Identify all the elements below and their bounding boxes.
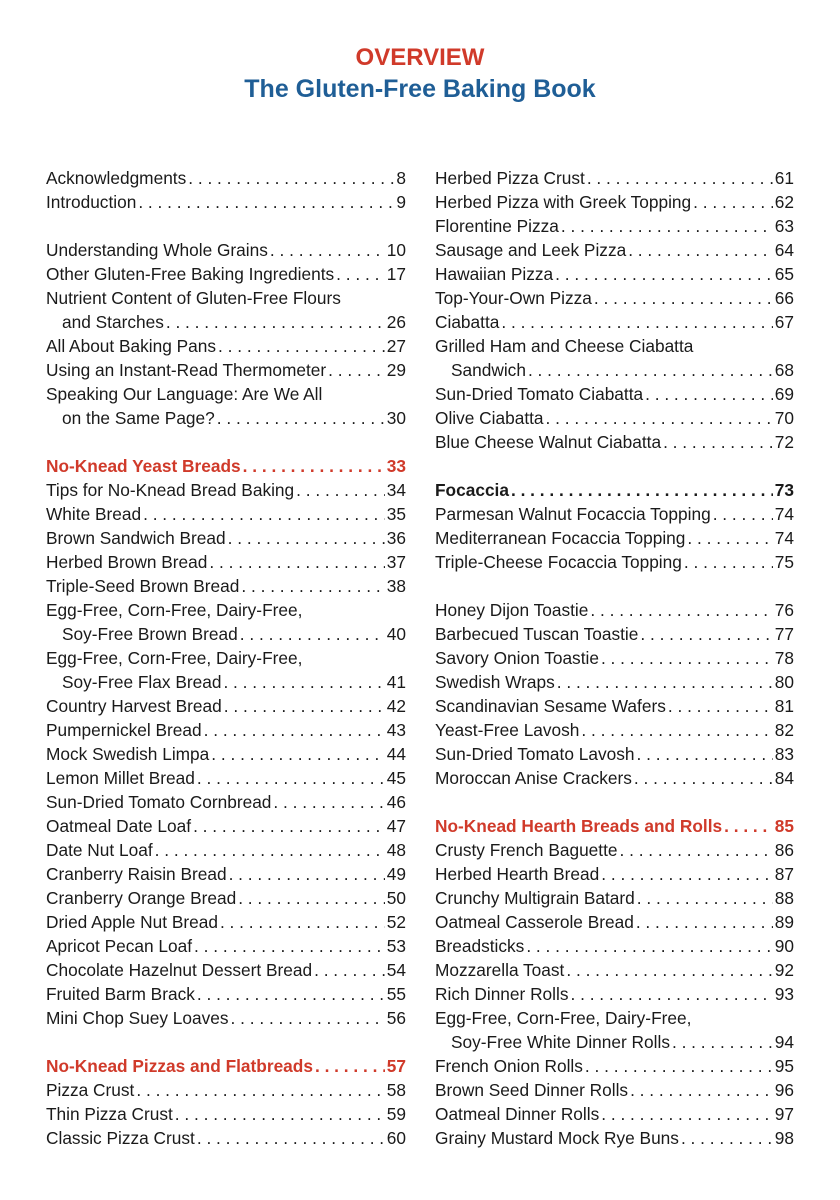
toc-entry-title: Pizza Crust [46, 1080, 135, 1100]
toc-page-number: 89 [774, 912, 794, 932]
dot-leader [197, 766, 385, 790]
toc-entry [435, 742, 794, 766]
toc-entry-title: Understanding Whole Grains [46, 240, 268, 260]
toc-entry-title: Barbecued Tuscan Toastie [435, 624, 639, 644]
toc-page-number: 52 [386, 912, 406, 932]
toc-page-number: 67 [774, 312, 794, 332]
dot-leader [238, 886, 385, 910]
toc-entry [435, 982, 794, 1006]
toc-page-number: 64 [774, 240, 794, 260]
toc-page-number: 80 [774, 672, 794, 692]
toc-page-number: 54 [386, 960, 406, 980]
toc-entry [46, 694, 406, 718]
toc-entry-title: Brown Sandwich Bread [46, 528, 226, 548]
toc-entry [46, 670, 406, 694]
toc-page-number: 46 [386, 792, 406, 812]
dot-leader [315, 1054, 385, 1078]
toc-page-number: 40 [386, 624, 406, 644]
toc-page-number: 44 [386, 744, 406, 764]
toc-page-number: 62 [774, 192, 794, 212]
toc-entry-title: Classic Pizza Crust [46, 1128, 195, 1148]
toc-page-number: 84 [774, 768, 794, 788]
dot-leader [566, 958, 772, 982]
toc-page-number: 33 [386, 456, 406, 476]
toc-entry [46, 478, 406, 502]
toc-entry [46, 262, 406, 286]
dot-leader [243, 454, 385, 478]
toc-entry-title: Crusty French Baguette [435, 840, 618, 860]
dot-leader [587, 166, 773, 190]
toc-page-number: 48 [386, 840, 406, 860]
toc-entry-title: Breadsticks [435, 936, 525, 956]
dot-leader [585, 1054, 773, 1078]
toc-entry-title: Oatmeal Casserole Bread [435, 912, 634, 932]
toc-entry [46, 718, 406, 742]
toc-page-number: 92 [774, 960, 794, 980]
page-title: OVERVIEW [355, 44, 485, 71]
dot-leader [240, 622, 385, 646]
toc-entry-title: No-Knead Pizzas and Flatbreads [46, 1056, 313, 1076]
dot-leader [571, 982, 773, 1006]
toc-entry [46, 1006, 406, 1030]
toc-entry [435, 766, 794, 790]
toc-entry-title: Cranberry Orange Bread [46, 888, 237, 908]
toc-entry-title: Soy-Free Flax Bread [62, 672, 222, 692]
toc-entry-title: Tips for No-Knead Bread Baking [46, 480, 295, 500]
toc-entry [435, 718, 794, 742]
toc-entry-title: Dried Apple Nut Bread [46, 912, 218, 932]
book-title: The Gluten-Free Baking Book [244, 75, 596, 103]
toc-entry-title: Herbed Brown Bread [46, 552, 208, 572]
toc-entry [46, 982, 406, 1006]
toc-entry-title: Brown Seed Dinner Rolls [435, 1080, 629, 1100]
toc-page-number: 36 [386, 528, 406, 548]
toc-page-number: 95 [774, 1056, 794, 1076]
dot-leader [590, 598, 772, 622]
toc-entry-title: French Onion Rolls [435, 1056, 583, 1076]
toc-right-column [435, 166, 794, 1150]
dot-leader [581, 718, 772, 742]
toc-section-heading [46, 1054, 406, 1078]
dot-leader [188, 166, 394, 190]
toc-entry-title: Chocolate Hazelnut Dessert Bread [46, 960, 313, 980]
toc-entry [435, 934, 794, 958]
dot-leader [220, 910, 385, 934]
toc-entry [435, 670, 794, 694]
toc-entry [435, 358, 794, 382]
toc-entry-title: Triple-Cheese Focaccia Topping [435, 552, 682, 572]
dot-leader [296, 478, 385, 502]
dot-leader [194, 934, 385, 958]
toc-entry-title: Apricot Pecan Loaf [46, 936, 193, 956]
toc-page-number: 69 [774, 384, 794, 404]
dot-leader [601, 862, 773, 886]
toc-entry [46, 238, 406, 262]
toc-entry-title: Pumpernickel Bread [46, 720, 202, 740]
toc-page-number: 85 [774, 816, 794, 836]
toc-entry-title: Sun-Dried Tomato Ciabatta [435, 384, 644, 404]
toc-entry [46, 934, 406, 958]
dot-leader [672, 1030, 773, 1054]
dot-leader [336, 262, 385, 286]
toc-entry-title: Honey Dijon Toastie [435, 600, 589, 620]
toc-entry [435, 958, 794, 982]
toc-page-number: 55 [386, 984, 406, 1004]
toc-page-number: 76 [774, 600, 794, 620]
toc-page-number: 88 [774, 888, 794, 908]
toc-page-number: 17 [386, 264, 406, 284]
toc-entry-title: Mozzarella Toast [435, 960, 565, 980]
toc-page-number: 47 [386, 816, 406, 836]
toc-page-number: 59 [386, 1104, 406, 1124]
toc-entry-title: Sun-Dried Tomato Lavosh [435, 744, 635, 764]
dot-leader [270, 238, 385, 262]
dot-leader [224, 694, 385, 718]
dot-leader [557, 670, 773, 694]
toc-entry-title: Date Nut Loaf [46, 840, 153, 860]
toc-entry [435, 550, 794, 574]
dot-leader [724, 814, 773, 838]
toc-entry [46, 622, 406, 646]
dot-leader [528, 358, 773, 382]
dot-leader [166, 310, 385, 334]
toc-page-number: 90 [774, 936, 794, 956]
toc-entry [435, 646, 794, 670]
toc-page-number: 66 [774, 288, 794, 308]
dot-leader [640, 622, 772, 646]
toc-entry [435, 838, 794, 862]
toc-entry [46, 814, 406, 838]
toc-entry [435, 1054, 794, 1078]
dot-leader [328, 358, 385, 382]
toc-page-number: 63 [774, 216, 794, 236]
toc-entry-title: Soy-Free Brown Bread [62, 624, 238, 644]
toc-page-number: 50 [386, 888, 406, 908]
toc-entry [46, 382, 406, 406]
toc-entry-title: Yeast-Free Lavosh [435, 720, 580, 740]
toc-entry-title: Mock Swedish Limpa [46, 744, 210, 764]
toc-page-number: 34 [386, 480, 406, 500]
dot-leader [713, 502, 773, 526]
toc-page-number: 75 [774, 552, 794, 572]
dot-leader [209, 550, 384, 574]
toc-page-number: 60 [386, 1128, 406, 1148]
toc-entry-title: Mediterranean Focaccia Topping [435, 528, 686, 548]
toc-entry-title: Mini Chop Suey Loaves [46, 1008, 229, 1028]
toc-entry-title: Savory Onion Toastie [435, 648, 599, 668]
toc-page-number: 42 [386, 696, 406, 716]
toc-entry-title: Olive Ciabatta [435, 408, 544, 428]
toc-entry-title: Swedish Wraps [435, 672, 555, 692]
toc-entry-title: Using an Instant-Read Thermometer [46, 360, 327, 380]
dot-leader [155, 838, 385, 862]
dot-leader [601, 1102, 773, 1126]
toc-section-heading [46, 454, 406, 478]
toc-entry [46, 166, 406, 190]
toc-page-number: 82 [774, 720, 794, 740]
toc-page-number: 87 [774, 864, 794, 884]
toc-entry [435, 1078, 794, 1102]
toc-entry [46, 1078, 406, 1102]
toc-page-number: 35 [386, 504, 406, 524]
toc-entry [46, 598, 406, 622]
toc-entry-title: Herbed Pizza with Greek Topping [435, 192, 692, 212]
dot-leader [601, 646, 773, 670]
dot-leader [511, 478, 773, 502]
toc-entry-title: Ciabatta [435, 312, 500, 332]
toc-section-heading [435, 814, 794, 838]
toc-entry-title: Herbed Pizza Crust [435, 168, 585, 188]
dot-leader [197, 1126, 385, 1150]
toc-entry [46, 1126, 406, 1150]
dot-leader [193, 814, 385, 838]
dot-leader [241, 574, 384, 598]
toc-page-number: 9 [396, 192, 406, 212]
dot-leader [636, 742, 772, 766]
toc-entry-title: Country Harvest Bread [46, 696, 222, 716]
toc-entry-title: Egg-Free, Corn-Free, Dairy-Free, [46, 648, 303, 668]
toc-page-number: 49 [386, 864, 406, 884]
toc-page-number: 30 [386, 408, 406, 428]
toc-entry [435, 334, 794, 358]
toc-page-number: 81 [774, 696, 794, 716]
toc-entry [435, 262, 794, 286]
toc-entry [46, 550, 406, 574]
toc-page-number: 65 [774, 264, 794, 284]
toc-entry [435, 622, 794, 646]
toc-entry [435, 430, 794, 454]
toc-page-number: 73 [774, 480, 794, 500]
toc-entry [435, 1006, 794, 1030]
toc-page-number: 83 [774, 744, 794, 764]
dot-leader [229, 862, 385, 886]
dot-leader [684, 550, 773, 574]
dot-leader [594, 286, 773, 310]
toc-entry-title: Rich Dinner Rolls [435, 984, 569, 1004]
dot-leader [663, 430, 773, 454]
toc-entry-title: Scandinavian Sesame Wafers [435, 696, 666, 716]
toc-page-number: 77 [774, 624, 794, 644]
toc-page-number: 43 [386, 720, 406, 740]
toc-entry [46, 646, 406, 670]
toc-entry [46, 886, 406, 910]
toc-entry-title: No-Knead Hearth Breads and Rolls [435, 816, 723, 836]
dot-leader [218, 334, 385, 358]
toc-page-number: 98 [774, 1128, 794, 1148]
dot-leader [217, 406, 385, 430]
toc-page-number: 74 [774, 528, 794, 548]
toc-page-number: 45 [386, 768, 406, 788]
toc-entry [435, 310, 794, 334]
dot-leader [555, 262, 773, 286]
toc-page-number: 56 [386, 1008, 406, 1028]
toc-entry [435, 598, 794, 622]
toc-page-number: 78 [774, 648, 794, 668]
dot-leader [630, 1078, 773, 1102]
toc-entry [46, 502, 406, 526]
toc-entry-title: Cranberry Raisin Bread [46, 864, 227, 884]
toc-page-number: 70 [774, 408, 794, 428]
toc-entry [46, 790, 406, 814]
toc-page-number: 72 [774, 432, 794, 452]
dot-leader [620, 838, 773, 862]
toc-entry-title: All About Baking Pans [46, 336, 217, 356]
toc-page-number: 61 [774, 168, 794, 188]
toc-entry [435, 886, 794, 910]
toc-page-number: 94 [774, 1032, 794, 1052]
toc-entry-title: White Bread [46, 504, 142, 524]
toc-page-number: 68 [774, 360, 794, 380]
dot-leader [273, 790, 384, 814]
toc-entry [46, 406, 406, 430]
toc-page-number: 57 [386, 1056, 406, 1076]
dot-leader [197, 982, 385, 1006]
toc-entry [46, 838, 406, 862]
toc-page-number: 37 [386, 552, 406, 572]
toc-entry-title: Sandwich [451, 360, 526, 380]
toc-entry [435, 406, 794, 430]
toc-entry [435, 1126, 794, 1150]
dot-leader [204, 718, 385, 742]
toc-entry-title: Lemon Millet Bread [46, 768, 195, 788]
dot-leader [526, 934, 772, 958]
dot-leader [175, 1102, 385, 1126]
toc-page-number: 58 [386, 1080, 406, 1100]
toc-entry-title: Parmesan Walnut Focaccia Topping [435, 504, 711, 524]
dot-leader [687, 526, 772, 550]
page-header [0, 44, 840, 104]
toc-entry [435, 286, 794, 310]
toc-page-number: 96 [774, 1080, 794, 1100]
toc-page-number: 10 [386, 240, 406, 260]
dot-leader [223, 670, 384, 694]
toc-entry [46, 358, 406, 382]
dot-leader [138, 190, 394, 214]
toc-page-number: 53 [386, 936, 406, 956]
toc-entry [435, 238, 794, 262]
toc-entry-title: Herbed Hearth Bread [435, 864, 600, 884]
toc-entry-title: Nutrient Content of Gluten-Free Flours [46, 288, 341, 308]
toc-page-number: 74 [774, 504, 794, 524]
dot-leader [693, 190, 773, 214]
toc-entry-title: Egg-Free, Corn-Free, Dairy-Free, [46, 600, 303, 620]
toc-entry-title: Introduction [46, 192, 137, 212]
dot-leader [668, 694, 773, 718]
toc-entry-title: Blue Cheese Walnut Ciabatta [435, 432, 662, 452]
toc-entry [46, 910, 406, 934]
dot-leader [136, 1078, 384, 1102]
toc-entry-title: Moroccan Anise Crackers [435, 768, 632, 788]
toc-page-number: 97 [774, 1104, 794, 1124]
toc-entry-title: Acknowledgments [46, 168, 187, 188]
toc-entry-title: Crunchy Multigrain Batard [435, 888, 635, 908]
dot-leader [637, 886, 773, 910]
toc-entry [435, 214, 794, 238]
dot-leader [628, 238, 773, 262]
toc-entry-title: Grilled Ham and Cheese Ciabatta [435, 336, 694, 356]
toc-entry-title: Thin Pizza Crust [46, 1104, 173, 1124]
dot-leader [645, 382, 773, 406]
toc-page-number: 27 [386, 336, 406, 356]
toc-entry-title: Sun-Dried Tomato Cornbread [46, 792, 272, 812]
toc-entry-title: Speaking Our Language: Are We All [46, 384, 323, 404]
toc-page-number: 26 [386, 312, 406, 332]
dot-leader [636, 910, 773, 934]
toc-entry-title: Top-Your-Own Pizza [435, 288, 592, 308]
toc-entry [46, 766, 406, 790]
toc-entry-title: Fruited Barm Brack [46, 984, 195, 1004]
toc-entry [435, 862, 794, 886]
toc-entry [46, 862, 406, 886]
dot-leader [314, 958, 385, 982]
toc-entry [46, 742, 406, 766]
toc-entry [435, 1030, 794, 1054]
dot-leader [561, 214, 773, 238]
toc-page-number: 86 [774, 840, 794, 860]
toc-entry [46, 286, 406, 310]
toc-entry [435, 1102, 794, 1126]
toc-entry [435, 190, 794, 214]
dot-leader [546, 406, 773, 430]
dot-leader [211, 742, 384, 766]
dot-leader [143, 502, 385, 526]
toc-entry-title: Egg-Free, Corn-Free, Dairy-Free, [435, 1008, 692, 1028]
toc-page-number: 93 [774, 984, 794, 1004]
toc-entry-title: and Starches [62, 312, 164, 332]
toc-entry [46, 526, 406, 550]
toc-left-column [46, 166, 406, 1150]
toc-page-number: 8 [396, 168, 406, 188]
toc-entry [46, 334, 406, 358]
toc-entry [46, 190, 406, 214]
toc-entry [435, 478, 794, 502]
toc-entry-title: Other Gluten-Free Baking Ingredients [46, 264, 335, 284]
toc-entry-title: No-Knead Yeast Breads [46, 456, 241, 476]
dot-leader [634, 766, 773, 790]
toc-entry [435, 166, 794, 190]
toc-page-number: 29 [386, 360, 406, 380]
toc-entry-title: Grainy Mustard Mock Rye Buns [435, 1128, 679, 1148]
toc-entry-title: Sausage and Leek Pizza [435, 240, 627, 260]
toc-entry [435, 526, 794, 550]
toc-page-number: 41 [386, 672, 406, 692]
toc-entry-title: Soy-Free White Dinner Rolls [451, 1032, 670, 1052]
dot-leader [681, 1126, 773, 1150]
toc-page-number: 38 [386, 576, 406, 596]
toc-entry [435, 502, 794, 526]
toc-entry [435, 694, 794, 718]
toc-entry-title: Oatmeal Date Loaf [46, 816, 192, 836]
toc-entry [435, 910, 794, 934]
toc-entry-title: Triple-Seed Brown Bread [46, 576, 240, 596]
toc-entry-title: Florentine Pizza [435, 216, 559, 236]
dot-leader [228, 526, 385, 550]
toc-entry-title: on the Same Page? [62, 408, 215, 428]
toc-entry [46, 310, 406, 334]
toc-entry [46, 958, 406, 982]
toc-entry [435, 382, 794, 406]
toc-entry-title: Oatmeal Dinner Rolls [435, 1104, 600, 1124]
dot-leader [231, 1006, 385, 1030]
dot-leader [501, 310, 772, 334]
toc-entry [46, 1102, 406, 1126]
toc-entry-title: Focaccia [435, 480, 509, 500]
toc-entry-title: Hawaiian Pizza [435, 264, 554, 284]
toc-entry [46, 574, 406, 598]
